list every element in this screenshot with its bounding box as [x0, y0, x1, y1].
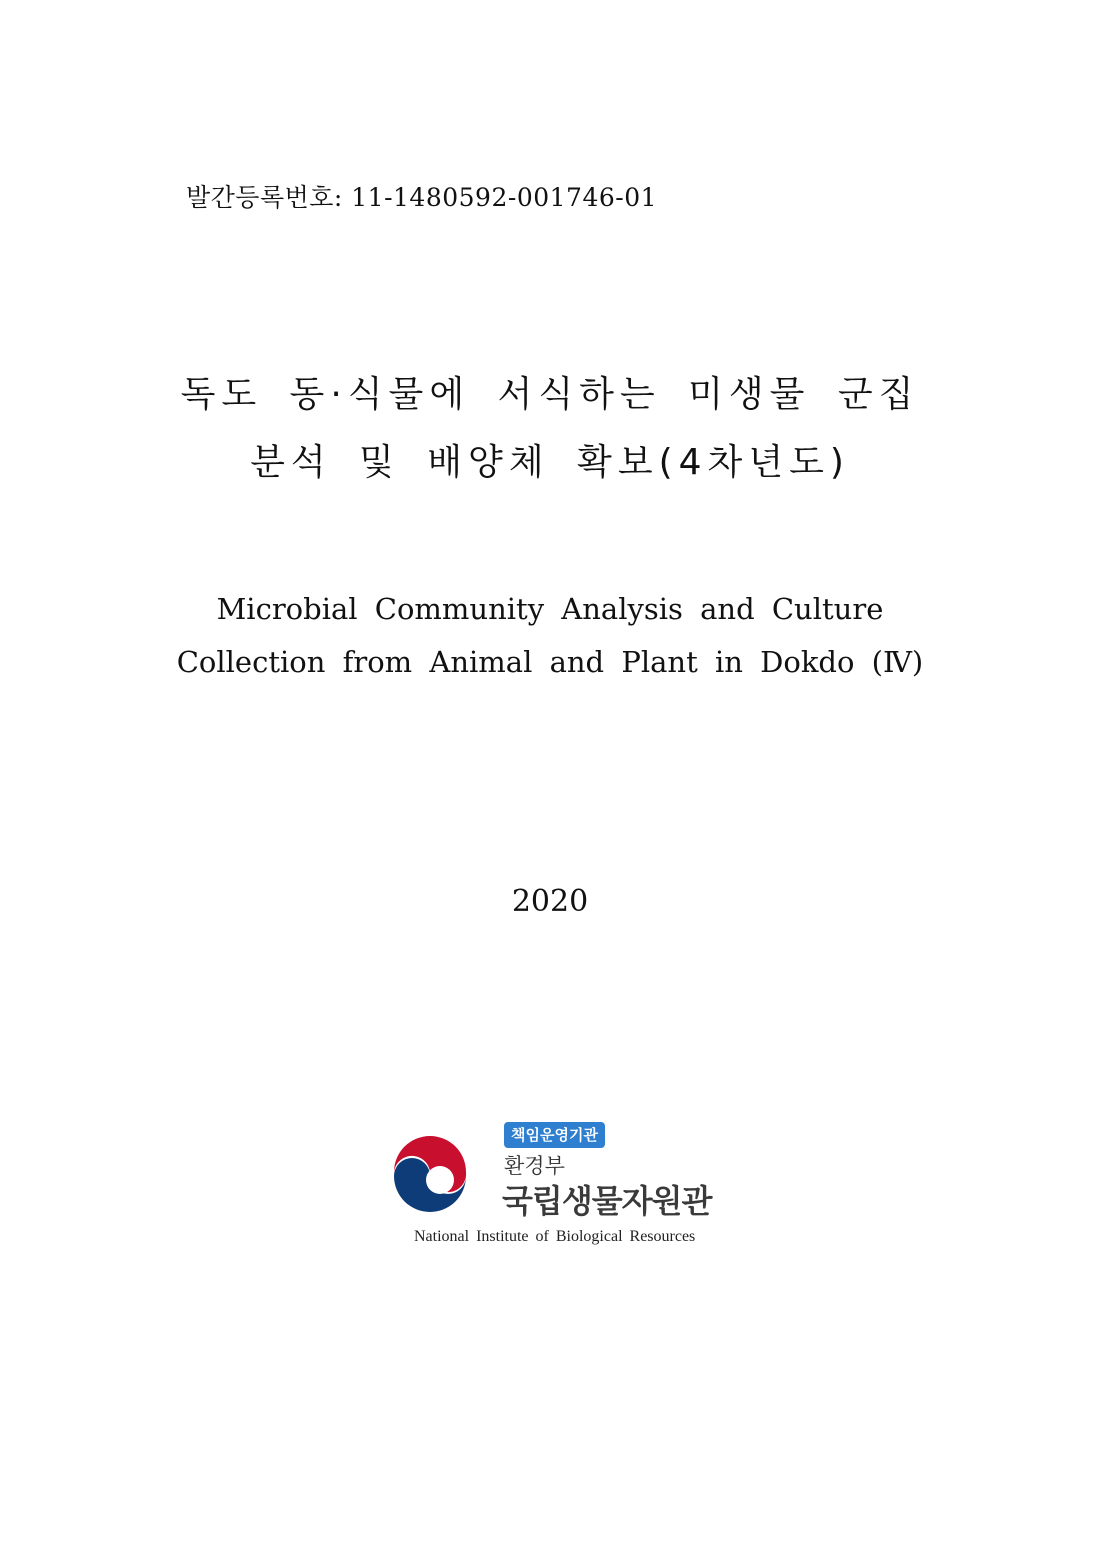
title-korean-line-2: 분석 및 배양체 확보(4차년도) [250, 442, 850, 483]
taegeuk-emblem-icon [390, 1136, 470, 1216]
agency-badge: 책임운영기관 [504, 1122, 605, 1148]
title-korean-line-1: 독도 동·식물에 서식하는 미생물 군집 [180, 374, 920, 415]
registration-number: 발간등록번호: 11-1480592-001746-01 [186, 183, 658, 212]
publication-year: 2020 [511, 884, 589, 919]
institute-name-english: National Institute of Biological Resources [414, 1228, 696, 1245]
title-english-line-2: Collection from Animal and Plant in Dokdo (Ⅳ) [176, 645, 924, 679]
institute-name-korean: 국립생물자원관 [502, 1182, 712, 1220]
title-english-line-1: Microbial Community Analysis and Culture [216, 592, 884, 626]
ministry-name: 환경부 [504, 1154, 565, 1178]
publisher-logo [390, 1120, 720, 1260]
